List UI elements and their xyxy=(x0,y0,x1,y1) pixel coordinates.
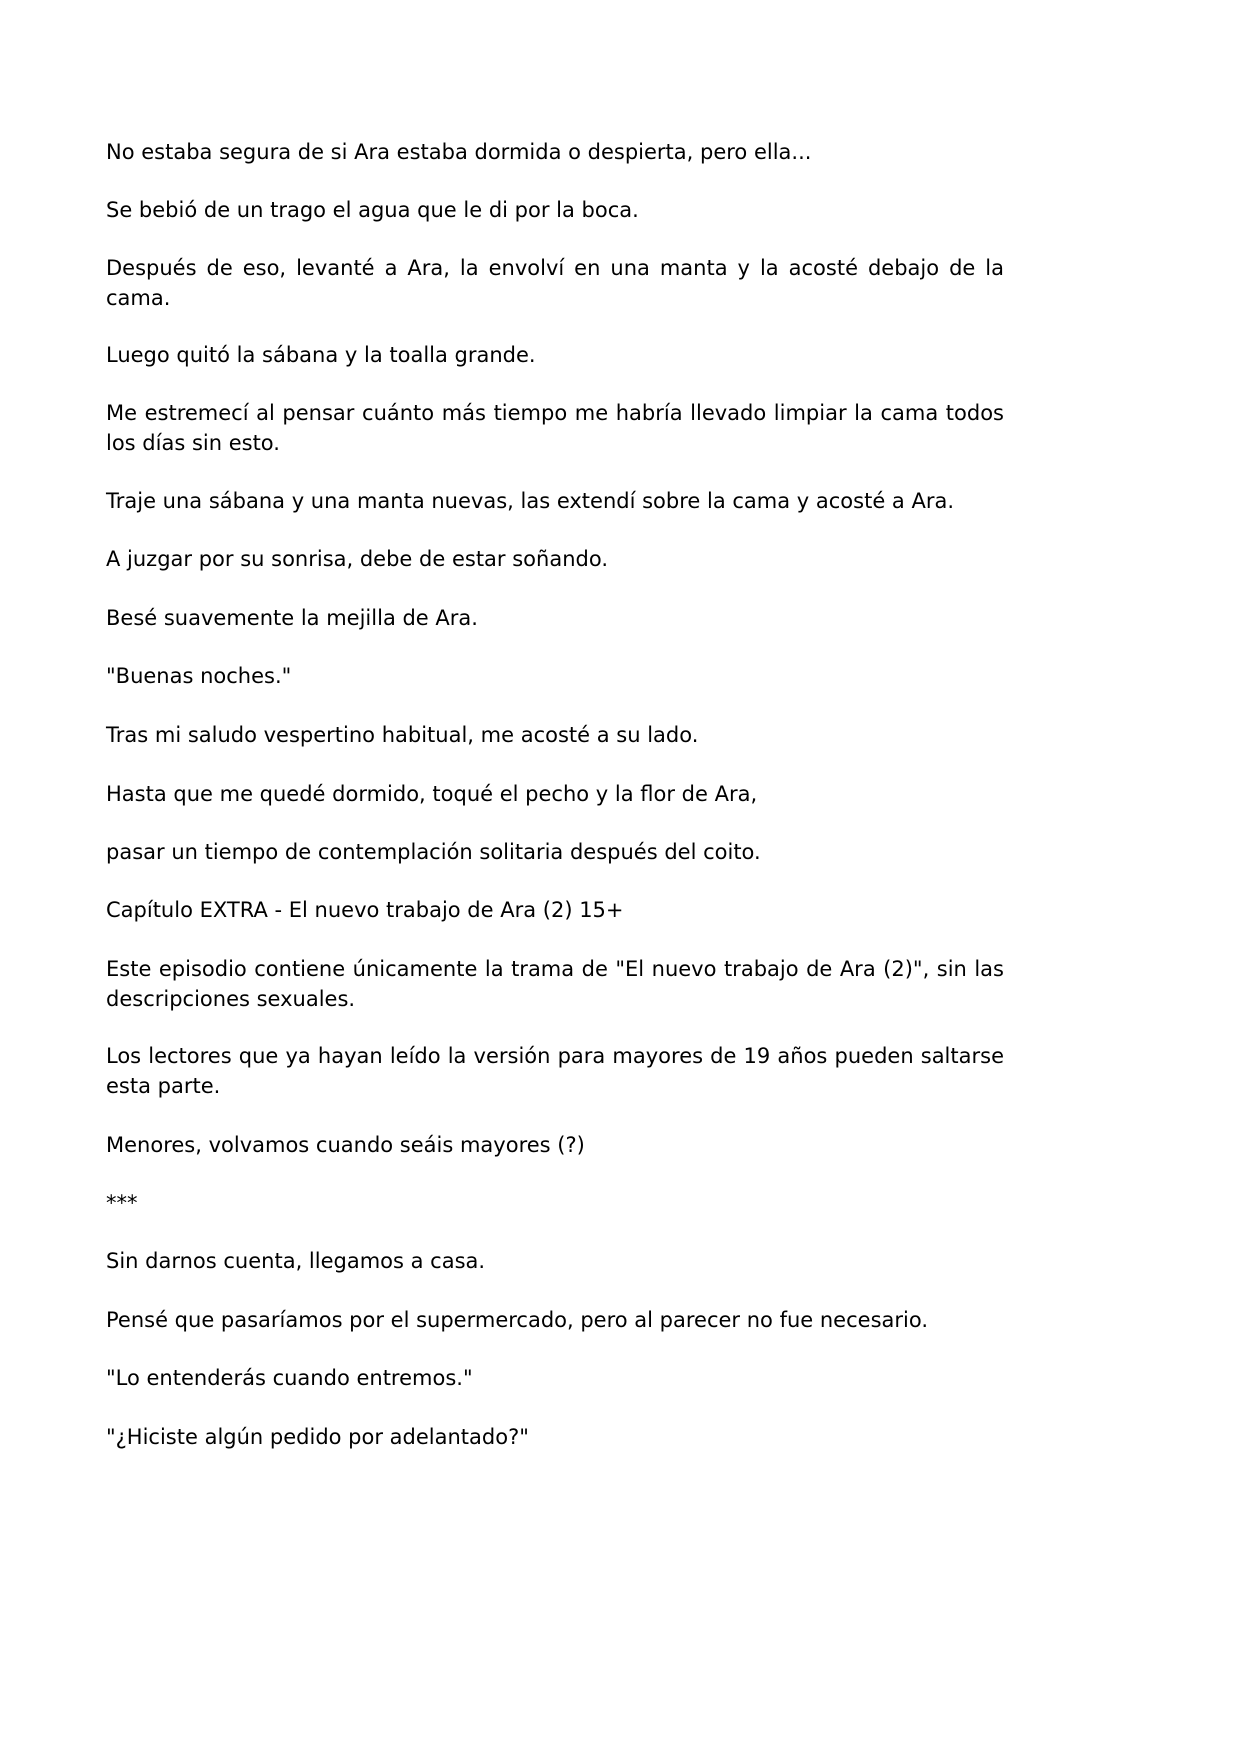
section-separator: *** xyxy=(106,1191,138,1215)
paragraph: A juzgar por su sonrisa, debe de estar soñando. xyxy=(106,547,608,571)
paragraph: Pensé que pasaríamos por el supermercado, pero al parecer no fue necesario. xyxy=(106,1308,929,1332)
paragraph: Tras mi saludo vespertino habitual, me acosté a su lado. xyxy=(106,723,699,747)
paragraph: "Lo entenderás cuando entremos." xyxy=(106,1366,473,1390)
paragraph: Este episodio contiene únicamente la trama de "El nuevo trabajo de Ara (2)", sin las descripciones sexuales. xyxy=(106,957,1004,1011)
paragraph: pasar un tiempo de contemplación solitaria después del coito. xyxy=(106,840,761,864)
paragraph: No estaba segura de si Ara estaba dormida o despierta, pero ella... xyxy=(106,140,812,164)
chapter-heading: Capítulo EXTRA - El nuevo trabajo de Ara (2) 15+ xyxy=(106,898,624,922)
paragraph: "¿Hiciste algún pedido por adelantado?" xyxy=(106,1425,529,1449)
paragraph: Sin darnos cuenta, llegamos a casa. xyxy=(106,1249,486,1273)
paragraph: Menores, volvamos cuando seáis mayores (?) xyxy=(106,1133,585,1157)
paragraph: Luego quitó la sábana y la toalla grande. xyxy=(106,343,536,367)
paragraph: Después de eso, levanté a Ara, la envolví en una manta y la acosté debajo de la cama. xyxy=(106,256,1004,310)
paragraph: Besé suavemente la mejilla de Ara. xyxy=(106,606,478,630)
paragraph: Traje una sábana y una manta nuevas, las extendí sobre la cama y acosté a Ara. xyxy=(106,489,955,513)
paragraph: Me estremecí al pensar cuánto más tiempo me habría llevado limpiar la cama todos los días sin esto. xyxy=(106,401,1004,455)
paragraph: Se bebió de un trago el agua que le di por la boca. xyxy=(106,198,639,222)
paragraph: Los lectores que ya hayan leído la versión para mayores de 19 años pueden saltarse esta parte. xyxy=(106,1044,1004,1098)
paragraph: Hasta que me quedé dormido, toqué el pecho y la flor de Ara, xyxy=(106,782,758,806)
paragraph: "Buenas noches." xyxy=(106,664,292,688)
